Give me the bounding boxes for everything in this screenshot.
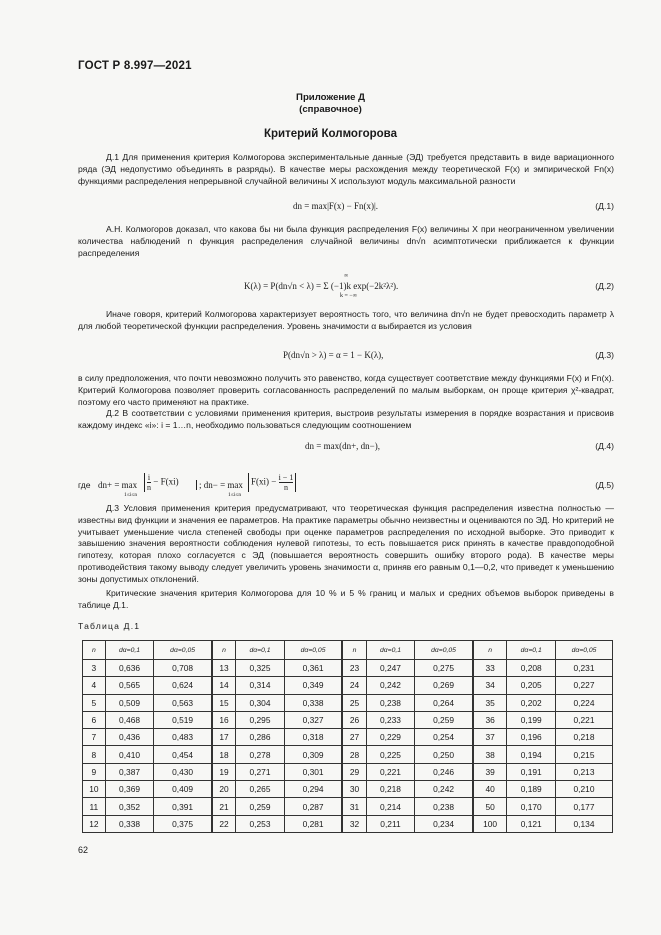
frac2-den: n xyxy=(283,483,288,492)
formula-d3 xyxy=(78,350,614,364)
formula-d1-expr: dn = max|F(x) − Fn(x)|. xyxy=(293,201,378,211)
table-cell: 0,369 xyxy=(105,781,154,798)
table-cell: 0,250 xyxy=(415,746,473,763)
formula-d2 xyxy=(78,273,614,303)
table-row xyxy=(83,798,613,815)
table-cell: 12 xyxy=(83,815,106,832)
table-caption: Таблица Д.1 xyxy=(78,621,141,631)
formula-d5-sub1: 1≤i≤n xyxy=(124,492,138,498)
table-cell: 0,233 xyxy=(366,711,415,728)
table-cell: 0,265 xyxy=(236,781,285,798)
frac1-num: i xyxy=(147,473,151,482)
document-header: ГОСТ Р 8.997—2021 xyxy=(78,60,192,72)
table-cell: 33 xyxy=(473,660,507,677)
table-cell: 0,352 xyxy=(105,798,154,815)
table-cell: 26 xyxy=(342,711,366,728)
col-header: n xyxy=(473,641,507,660)
formula-d5-mid2: F(xi) − xyxy=(251,476,277,487)
sum-upper-limit: ∞ xyxy=(344,273,349,279)
formula-d3-expr: P(dn√n > λ) = α = 1 − K(λ), xyxy=(283,350,384,360)
formula-d2-number: (Д.2) xyxy=(595,281,614,291)
paragraph-d1: Д.1 Для применения критерия Колмогорова экспериментальные данные (ЭД) требуется представить в виде вариационного ряда (ЭД недопустимо объединять в разряды). В качестве меры расхождения между теоретической F(x) и эмпирической Fn(x) функциями распределения непрерывной случайной величины X используют модуль максимальной разности xyxy=(78,152,614,186)
table-cell: 21 xyxy=(212,798,236,815)
table-row xyxy=(83,763,613,780)
table-cell: 0,214 xyxy=(366,798,415,815)
table-cell: 0,708 xyxy=(154,660,212,677)
table-cell: 0,636 xyxy=(105,660,154,677)
table-cell: 37 xyxy=(473,729,507,746)
table-cell: 0,301 xyxy=(284,763,342,780)
table-cell: 0,565 xyxy=(105,677,154,694)
table-cell: 19 xyxy=(212,763,236,780)
table-cell: 18 xyxy=(212,746,236,763)
table-cell: 0,134 xyxy=(556,815,613,832)
table-cell: 0,210 xyxy=(556,781,613,798)
paragraph-interpretation: Иначе говоря, критерий Колмогорова характеризует вероятность того, что величина dn√n не будет превосходить параметр λ для любой теоретической функции распределения. Уровень значимости α выбирается из условия xyxy=(78,309,614,331)
col-header: dα=0,05 xyxy=(415,641,473,660)
col-header: dα=0,05 xyxy=(556,641,613,660)
table-header-row xyxy=(83,641,613,660)
table-cell: 36 xyxy=(473,711,507,728)
table-cell: 0,271 xyxy=(236,763,285,780)
table-cell: 9 xyxy=(83,763,106,780)
table-cell: 31 xyxy=(342,798,366,815)
table-cell: 0,211 xyxy=(366,815,415,832)
table-row xyxy=(83,660,613,677)
table-cell: 28 xyxy=(342,746,366,763)
table-cell: 0,221 xyxy=(366,763,415,780)
appendix-note: (справочное) xyxy=(299,104,362,115)
table-cell: 23 xyxy=(342,660,366,677)
formula-d1-number: (Д.1) xyxy=(595,201,614,211)
table-cell: 0,246 xyxy=(415,763,473,780)
table-cell: 0,259 xyxy=(236,798,285,815)
table-cell: 0,278 xyxy=(236,746,285,763)
table-cell: 0,202 xyxy=(507,694,556,711)
table-cell: 25 xyxy=(342,694,366,711)
formula-d5-abs1 xyxy=(144,473,179,492)
table-cell: 27 xyxy=(342,729,366,746)
table-cell: 38 xyxy=(473,746,507,763)
formula-d3-number: (Д.3) xyxy=(595,350,614,360)
table-cell: 0,254 xyxy=(415,729,473,746)
table-row xyxy=(83,694,613,711)
table-cell: 0,170 xyxy=(507,798,556,815)
table-cell: 6 xyxy=(83,711,106,728)
table-cell: 50 xyxy=(473,798,507,815)
table-cell: 0,483 xyxy=(154,729,212,746)
table-cell: 11 xyxy=(83,798,106,815)
table-cell: 34 xyxy=(473,677,507,694)
table-cell: 0,242 xyxy=(366,677,415,694)
col-header: dα=0,1 xyxy=(105,641,154,660)
formula-d4-expr: dn = max(dn+, dn−), xyxy=(305,441,380,451)
table-cell: 0,224 xyxy=(556,694,613,711)
page-title: Критерий Колмогорова xyxy=(264,128,397,140)
table-cell: 0,238 xyxy=(415,798,473,815)
table-cell: 32 xyxy=(342,815,366,832)
table-cell: 100 xyxy=(473,815,507,832)
table-cell: 0,269 xyxy=(415,677,473,694)
formula-d5-abs2 xyxy=(248,473,296,492)
table-cell: 0,191 xyxy=(507,763,556,780)
paragraph-d3: Д.3 Условия применения критерия предусматривают, что теоретическая функция распределения известна полностью — известны вид функции и значения ее параметров. На практике параметры обычно неизвестны и оцениваются по ЭД. Но критерий не учитывает уменьшение числа степеней свободы при оценке параметров распределения по исходной выборке. Это приводит к завышению значения вероятности соблюдения нулевой гипотезы, то есть повышается риск принять в качестве правдоподобной гипотезу, которая плохо согласуется с ЭД (повышается вероятность совершить ошибку второго рода). В качестве меры противодействия такому выводу следует увеличить уровень значимости α, приняв его равным 0,1—0,2, что приведет к уменьшению зоны допустимых отклонений. xyxy=(78,503,614,584)
col-header: n xyxy=(212,641,236,660)
table-row xyxy=(83,815,613,832)
table-cell: 0,318 xyxy=(284,729,342,746)
table-cell: 22 xyxy=(212,815,236,832)
table-cell: 24 xyxy=(342,677,366,694)
table-cell: 0,275 xyxy=(415,660,473,677)
table-cell: 0,361 xyxy=(284,660,342,677)
table-row xyxy=(83,746,613,763)
table-cell: 0,225 xyxy=(366,746,415,763)
table-cell: 0,199 xyxy=(507,711,556,728)
table-cell: 0,430 xyxy=(154,763,212,780)
table-cell: 0,454 xyxy=(154,746,212,763)
table-cell: 0,309 xyxy=(284,746,342,763)
table-cell: 0,253 xyxy=(236,815,285,832)
critical-values-table xyxy=(82,640,613,833)
table-cell: 0,281 xyxy=(284,815,342,832)
table-cell: 3 xyxy=(83,660,106,677)
col-header: dα=0,1 xyxy=(507,641,556,660)
table-row xyxy=(83,677,613,694)
formula-d1 xyxy=(78,201,614,215)
table-cell: 10 xyxy=(83,781,106,798)
table-cell: 0,349 xyxy=(284,677,342,694)
col-header: dα=0,05 xyxy=(154,641,212,660)
table-cell: 0,121 xyxy=(507,815,556,832)
table-cell: 0,509 xyxy=(105,694,154,711)
formula-d5-lead: где xyxy=(78,480,91,490)
table-cell: 40 xyxy=(473,781,507,798)
table-cell: 0,215 xyxy=(556,746,613,763)
formula-d5-dminus: ; dn− = max xyxy=(196,480,243,490)
table-cell: 29 xyxy=(342,763,366,780)
col-header: n xyxy=(83,641,106,660)
table-cell: 0,189 xyxy=(507,781,556,798)
formula-d5-mid1: − F(xi) xyxy=(153,476,179,487)
table-cell: 0,213 xyxy=(556,763,613,780)
table-cell: 0,218 xyxy=(366,781,415,798)
formula-d5-number: (Д.5) xyxy=(595,480,614,490)
table-cell: 0,208 xyxy=(507,660,556,677)
table-cell: 0,338 xyxy=(284,694,342,711)
table-cell: 16 xyxy=(212,711,236,728)
table-cell: 0,229 xyxy=(366,729,415,746)
table-cell: 0,327 xyxy=(284,711,342,728)
table-cell: 0,286 xyxy=(236,729,285,746)
table-cell: 0,410 xyxy=(105,746,154,763)
paragraph-assumption: в силу предположения, что почти невозможно получить это равенство, когда существует соответствие между функциями F(x) и Fn(x). Критерий Колмогорова позволяет проверить согласованность распределений по малым выборкам, он проще критерия χ²-квадрат, поэтому его часто применяют на практике. xyxy=(78,373,614,407)
table-cell: 0,227 xyxy=(556,677,613,694)
table-cell: 0,231 xyxy=(556,660,613,677)
table-cell: 0,563 xyxy=(154,694,212,711)
table-cell: 0,205 xyxy=(507,677,556,694)
frac2-num: i − 1 xyxy=(278,473,294,482)
appendix-label: Приложение Д xyxy=(296,92,365,103)
col-header: n xyxy=(342,641,366,660)
table-cell: 7 xyxy=(83,729,106,746)
table-cell: 0,436 xyxy=(105,729,154,746)
formula-d5 xyxy=(78,474,614,500)
paragraph-critical-values: Критические значения критерия Колмогорова для 10 % и 5 % границ и малых и средних объемов выборок приведены в таблице Д.1. xyxy=(78,588,614,610)
table-cell: 0,338 xyxy=(105,815,154,832)
table-cell: 15 xyxy=(212,694,236,711)
table-cell: 0,287 xyxy=(284,798,342,815)
table-cell: 0,295 xyxy=(236,711,285,728)
table-cell: 39 xyxy=(473,763,507,780)
formula-d2-expr: K(λ) = P(dn√n < λ) = Σ (−1)k exp(−2k²λ²). xyxy=(244,281,399,291)
table-cell: 0,234 xyxy=(415,815,473,832)
table-cell: 0,409 xyxy=(154,781,212,798)
sum-lower-limit: k = −∞ xyxy=(340,293,358,299)
table-cell: 0,264 xyxy=(415,694,473,711)
table-cell: 0,221 xyxy=(556,711,613,728)
formula-d5-sub2: 1≤i≤n xyxy=(228,492,242,498)
col-header: dα=0,05 xyxy=(284,641,342,660)
table-cell: 0,247 xyxy=(366,660,415,677)
table-cell: 0,387 xyxy=(105,763,154,780)
table-row xyxy=(83,729,613,746)
table-cell: 35 xyxy=(473,694,507,711)
table-cell: 0,196 xyxy=(507,729,556,746)
col-header: dα=0,1 xyxy=(366,641,415,660)
table-cell: 13 xyxy=(212,660,236,677)
table-cell: 0,304 xyxy=(236,694,285,711)
page-number: 62 xyxy=(78,845,89,855)
col-header: dα=0,1 xyxy=(236,641,285,660)
table-cell: 14 xyxy=(212,677,236,694)
table-cell: 0,177 xyxy=(556,798,613,815)
table-cell: 5 xyxy=(83,694,106,711)
table-cell: 8 xyxy=(83,746,106,763)
table-cell: 0,194 xyxy=(507,746,556,763)
table-cell: 4 xyxy=(83,677,106,694)
table-cell: 17 xyxy=(212,729,236,746)
table-cell: 0,624 xyxy=(154,677,212,694)
table-row xyxy=(83,781,613,798)
table-cell: 0,294 xyxy=(284,781,342,798)
table-row xyxy=(83,711,613,728)
table-cell: 0,375 xyxy=(154,815,212,832)
formula-d4 xyxy=(78,441,614,455)
table-cell: 0,468 xyxy=(105,711,154,728)
paragraph-d2: Д.2 В соответствии с условиями применения критерия, выстроив результаты измерения в порядке возрастания и присвоив каждому индекс «i»: i = 1…n, необходимо пользоваться следующим соотношением xyxy=(78,408,614,430)
table-cell: 0,391 xyxy=(154,798,212,815)
paragraph-kolmogorov: А.Н. Колмогоров доказал, что какова бы ни была функция распределения F(x) величины X при неограниченном увеличении количества наблюдений n функция распределения случайной величины dn√n асимптотически приближается к функции распределения xyxy=(78,224,614,258)
table-cell: 20 xyxy=(212,781,236,798)
formula-d4-number: (Д.4) xyxy=(595,441,614,451)
table-cell: 0,259 xyxy=(415,711,473,728)
formula-d5-dplus: dn+ = max xyxy=(98,480,138,490)
table-cell: 0,519 xyxy=(154,711,212,728)
frac1-den: n xyxy=(147,483,151,492)
table-cell: 30 xyxy=(342,781,366,798)
table-cell: 0,242 xyxy=(415,781,473,798)
table-cell: 0,218 xyxy=(556,729,613,746)
table-cell: 0,314 xyxy=(236,677,285,694)
table-cell: 0,325 xyxy=(236,660,285,677)
table-cell: 0,238 xyxy=(366,694,415,711)
